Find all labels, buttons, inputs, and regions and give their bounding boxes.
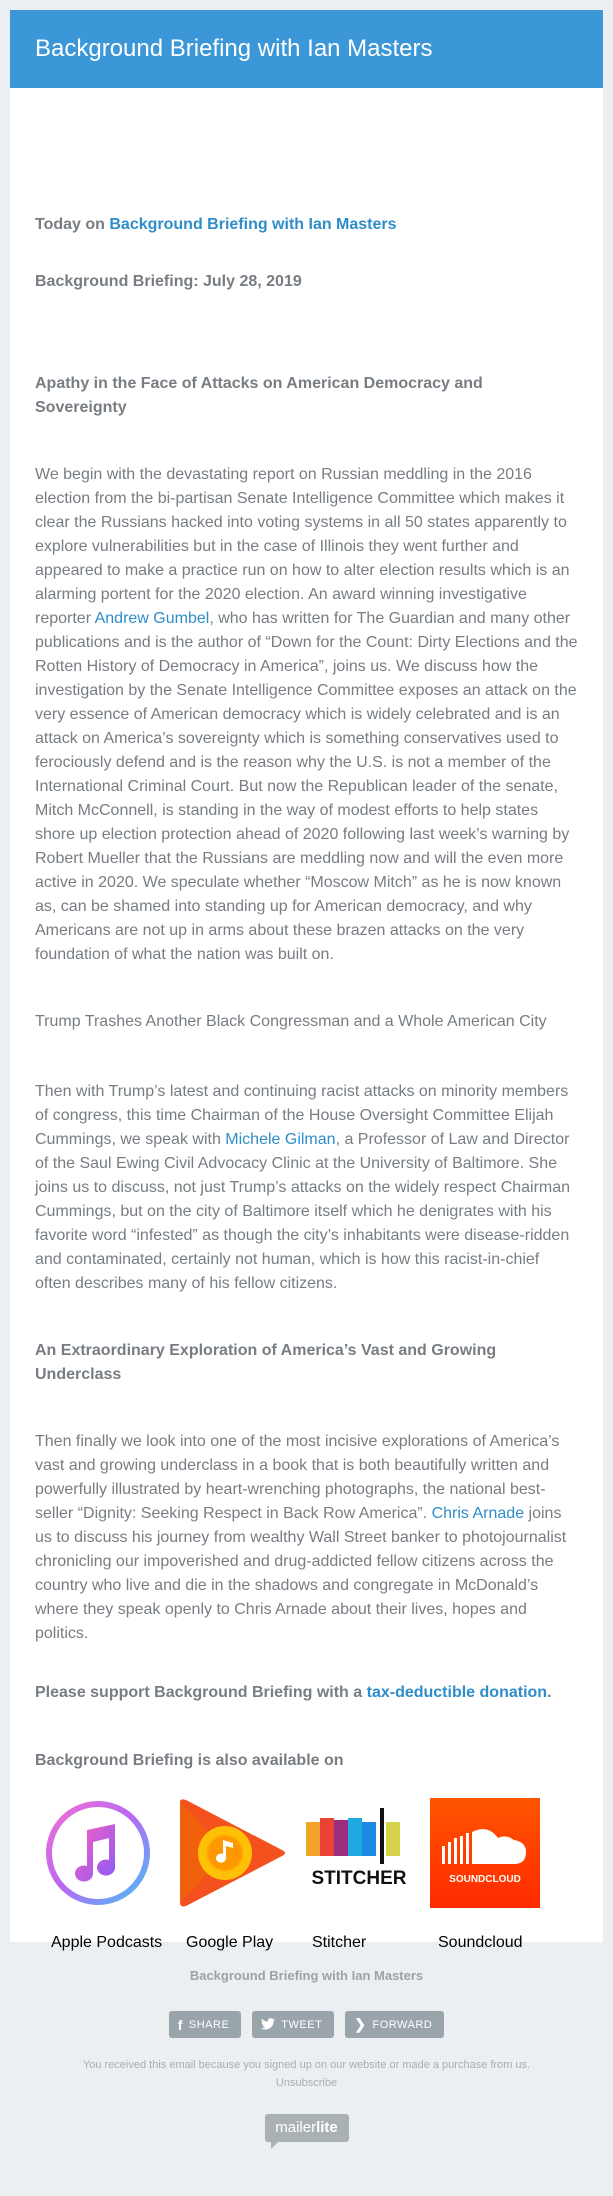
segment-3-body: Then finally we look into one of the most incisive explorations of America’s vast and growing underclass in a book that is both beautifully written and powerfully illustrated by heart-wrenching photographs, the national best-seller “Dignity: Seeking Respect in Back Row America”. Chris Arnade joins us to discuss his journey from wealthy Wall Street banker to photojournalist chronicling our impoverished and drug-addicted fellow citizens across the country who live and die in the shadows and congregate in McDonald’s where they speak openly to Chris Arnade about their lives, hopes and politics. [35, 1433, 567, 1642]
footer-title: Background Briefing with Ian Masters [189, 1968, 424, 1983]
guest-link-andrew-gumbel[interactable]: Andrew Gumbel [94, 610, 210, 627]
chevron-right-icon: ❯ [354, 2016, 367, 2032]
support-line: Please support Background Briefing with a tax-deductible donation. [35, 1684, 552, 1701]
today-line: Today on Background Briefing with Ian Masters [35, 216, 397, 233]
twitter-icon [261, 2017, 275, 2033]
soundcloud-icon[interactable] [430, 1798, 540, 1908]
email-footer [10, 1968, 603, 2142]
today-show-link[interactable]: Background Briefing with Ian Masters [109, 216, 397, 233]
email-body [10, 88, 603, 1951]
forward-button[interactable]: ❯ FORWARD [345, 2011, 444, 2038]
guest-link-chris-arnade[interactable]: Chris Arnade [431, 1505, 525, 1522]
app-name-stitcher[interactable]: Stitcher [312, 1934, 367, 1951]
social-buttons [10, 2011, 603, 2038]
facebook-icon: f [177, 2016, 183, 2033]
segment-1-title: Apathy in the Face of Attacks on American Democracy and Sovereignty [35, 375, 483, 416]
mailerlite-badge[interactable]: mailerlite [265, 2114, 349, 2142]
app-name-apple-podcasts[interactable]: Apple Podcasts [51, 1934, 163, 1951]
app-apple-podcasts[interactable] [43, 1798, 163, 1951]
segment-2-title: Trump Trashes Another Black Congressman and a Whole American City [35, 1013, 547, 1030]
app-stitcher[interactable] [304, 1798, 424, 1951]
email-container [10, 10, 603, 2142]
segment-3-title: An Extraordinary Exploration of America’s Vast and Growing Underclass [35, 1342, 497, 1383]
stitcher-icon[interactable] [304, 1798, 414, 1908]
unsubscribe-link[interactable]: Unsubscribe [275, 2077, 338, 2089]
app-soundcloud[interactable] [430, 1798, 550, 1951]
date-line: Background Briefing: July 28, 2019 [35, 273, 302, 290]
app-google-play[interactable] [178, 1798, 298, 1951]
app-name-soundcloud[interactable]: Soundcloud [438, 1934, 523, 1951]
donation-link[interactable]: tax-deductible donation [366, 1684, 548, 1701]
email-header [10, 10, 603, 88]
google-play-icon[interactable] [178, 1798, 288, 1908]
soundcloud-wordmark: SOUNDCLOUD [449, 1874, 521, 1885]
segment-1-body: We begin with the devastating report on Russian meddling in the 2016 election from the bi-partisan Senate Intelligence Committee which makes it clear the Russians hacked into voting systems in all 50 states apparently to explore vulnerabilities but in the case of Illinois they went further and appeared to make a practice run on how to alter election results which is an alarming portent for the 2020 election. An award winning investigative reporter Andrew Gumbel, who has written for The Guardian and many other publications and is the author of “Down for the Count: Dirty Elections and the Rotten History of Democracy in America”, joins us. We discuss how the investigation by the Senate Intelligence Committee exposes an attack on the very essence of American democracy which is widely celebrated and is an attack on America’s sovereignty which is something conservatives used to ferociously defend and is the reason why the U.S. is not a member of the International Criminal Court. But now the Republican leader of the senate, Mitch McConnell, is standing in the way of modest efforts to help states shore up election protection ahead of 2020 following last week’s warning by Robert Mueller that the Russians are meddling now and will the even more active in 2020. We speculate whether “Moscow Mitch” as he is now known as, can be shamed into standing up for American democracy, and why Americans are not up in arms about these brazen attacks on the very foundation of what the nation was built on. [35, 466, 578, 963]
guest-link-michele-gilman[interactable]: Michele Gilman [225, 1131, 336, 1148]
footer-notice: You received this email because you signed up on our website or made a purchase from us. Unsubscribe [10, 2056, 603, 2092]
segment-2-body: Then with Trump’s latest and continuing racist attacks on minority members of congress, this time Chairman of the House Oversight Committee Elijah Cummings, we speak with Michele Gilman, a Professor of Law and Director of the Saul Ewing Civil Advocacy Clinic at the University of Baltimore. She joins us to discuss, not just Trump’s attacks on the widely respect Chairman Cummings, but on the city of Baltimore itself which he denigrates with his favorite word “infested” as though the city’s inhabitants were disease-ridden and contaminated, certainly not human, which is how this racist-in-chief often describes many of his fellow citizens. [35, 1083, 571, 1292]
header-title: Background Briefing with Ian Masters [35, 35, 433, 62]
share-button[interactable]: f SHARE [169, 2011, 242, 2038]
apple-podcasts-icon[interactable] [43, 1798, 153, 1908]
app-name-google-play[interactable]: Google Play [186, 1934, 274, 1951]
available-heading: Background Briefing is also available on [35, 1752, 344, 1769]
tweet-button[interactable]: TWEET [252, 2011, 334, 2038]
stitcher-wordmark: STITCHER [311, 1868, 407, 1889]
